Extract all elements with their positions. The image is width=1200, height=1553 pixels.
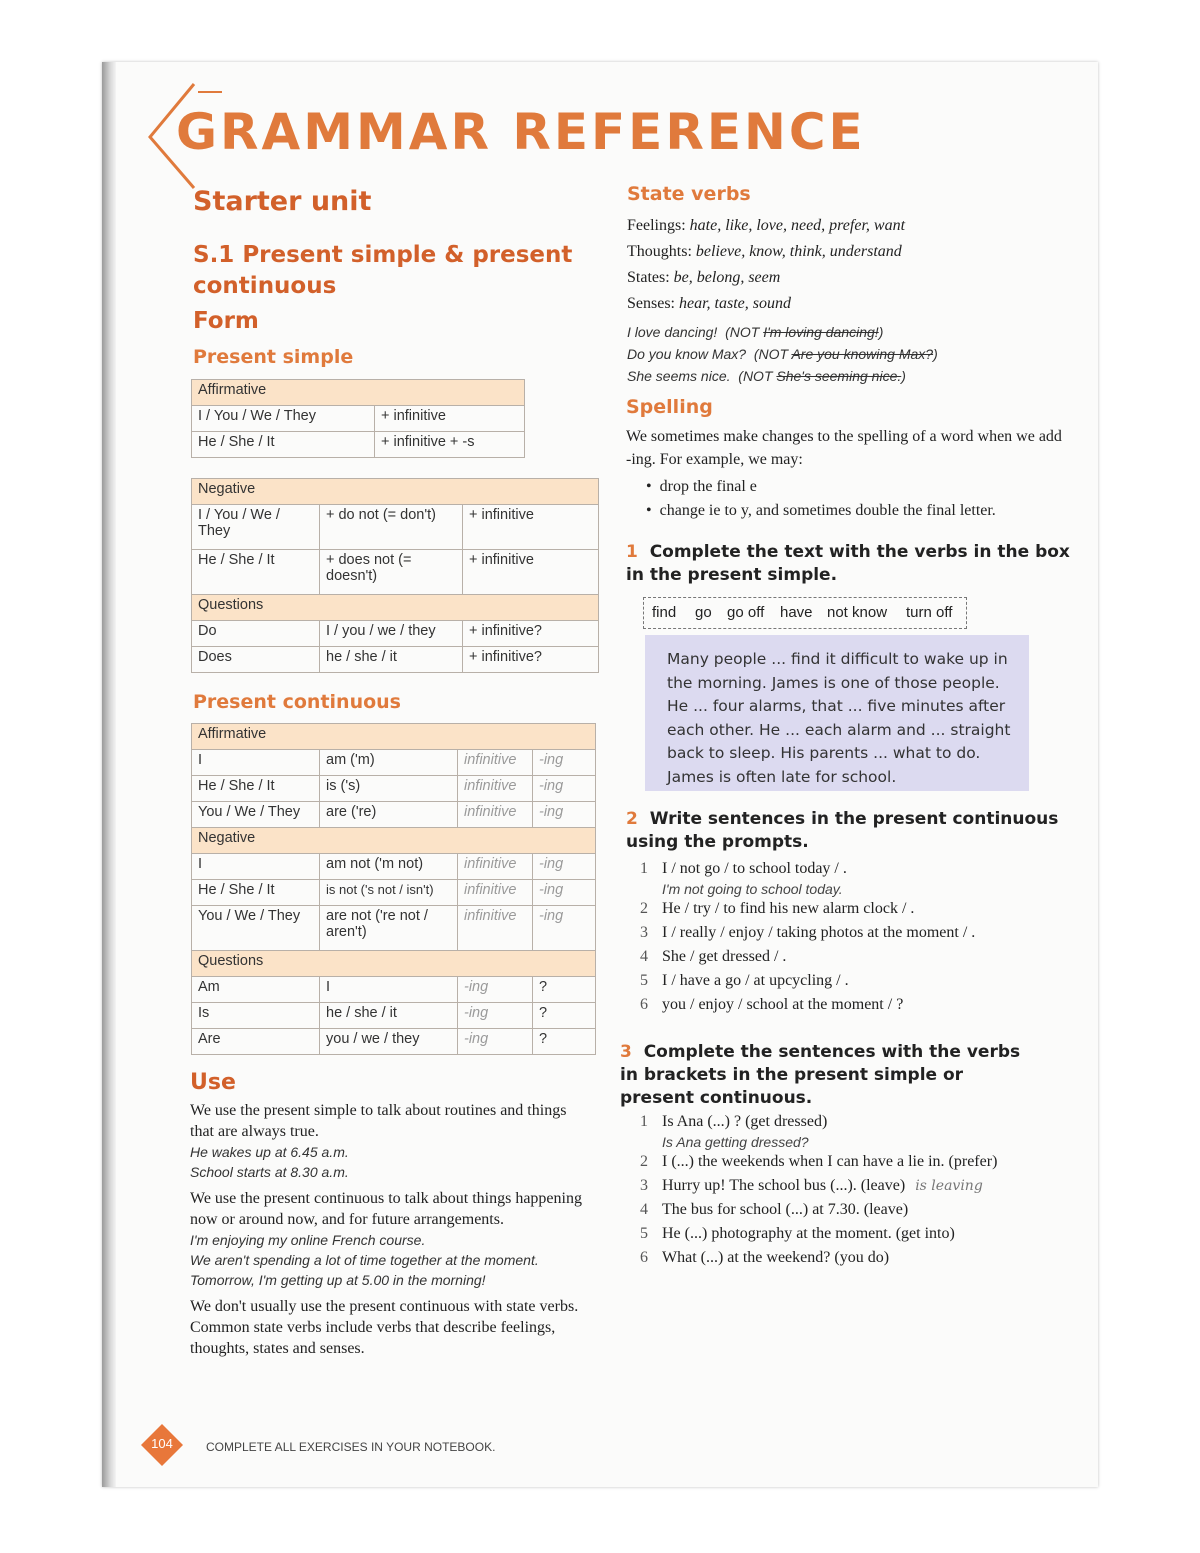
example-sentence xyxy=(627,365,938,387)
item-text: Is Ana (...) ? (get dressed) xyxy=(662,1113,828,1130)
table-row xyxy=(192,750,596,776)
list-item: • change ie to y, and sometimes double the final letter. xyxy=(646,502,996,519)
form-heading: Form xyxy=(193,308,259,334)
use-paragraph: We use the present simple to talk about routines and things that are always true. xyxy=(190,1102,567,1140)
table-cell: + does not (= doesn't) xyxy=(320,550,463,595)
example-close: ) xyxy=(878,324,884,340)
example-sentence: Tomorrow, I'm getting up at 5.00 in the morning! xyxy=(190,1272,486,1288)
item-number: 5 xyxy=(640,972,648,989)
table-cell: ? xyxy=(533,1029,596,1055)
table-cell: You / We / They xyxy=(192,802,320,828)
table-cell: I / You / We / They xyxy=(192,505,320,550)
item-number: 1 xyxy=(640,860,648,877)
example-sentence xyxy=(627,321,938,343)
section-heading: S.1 Present simple & present continuous xyxy=(193,242,573,299)
word-box-item: have xyxy=(780,604,813,621)
table-cell: -ing xyxy=(533,776,596,802)
exercise-instruction-text: Complete the text with the verbs in the box in the present simple. xyxy=(626,542,1070,585)
word-box-item: go xyxy=(695,604,712,621)
state-verb-examples xyxy=(627,321,938,387)
table-cell: ? xyxy=(533,1003,596,1029)
state-verb-line xyxy=(627,265,905,291)
example-not: (NOT xyxy=(738,368,777,384)
table-row xyxy=(192,1029,596,1055)
table-cell: -ing xyxy=(533,906,596,951)
item-number: 4 xyxy=(640,948,648,965)
table-cell: + infinitive xyxy=(463,550,599,595)
table-cell: Do xyxy=(192,621,320,647)
table-cell: -ing xyxy=(533,854,596,880)
table-cell: he / she / it xyxy=(320,647,463,673)
table-cell: He / She / It xyxy=(192,880,320,906)
table-row xyxy=(192,621,599,647)
table-header: Affirmative xyxy=(192,724,596,750)
table-cell: are not ('re not / aren't) xyxy=(320,906,458,951)
table-cell: infinitive xyxy=(458,854,533,880)
table-cell: You / We / They xyxy=(192,906,320,951)
table-header: Questions xyxy=(192,951,596,977)
item-number: 4 xyxy=(640,1201,648,1218)
table-header: Negative xyxy=(192,479,599,505)
state-verb-label: Thoughts: xyxy=(627,243,692,260)
item-text: I / not go / to school today / . xyxy=(662,860,847,877)
example-sentence: I'm enjoying my online French course. xyxy=(190,1232,426,1248)
pc-table xyxy=(191,723,596,1055)
exercise-instruction-text: Write sentences in the present continuous using the prompts. xyxy=(626,809,1059,852)
table-cell: is ('s) xyxy=(320,776,458,802)
list-item xyxy=(640,945,1060,969)
item-number: 5 xyxy=(640,1225,648,1242)
struck-example: She's seeming nice. xyxy=(776,368,902,384)
table-cell: + infinitive xyxy=(463,505,599,550)
table-cell: you / we / they xyxy=(320,1029,458,1055)
list-item xyxy=(640,1110,1070,1134)
example-text: I love dancing! xyxy=(627,324,718,340)
table-cell: -ing xyxy=(533,802,596,828)
example-sentence: He wakes up at 6.45 a.m. xyxy=(190,1144,349,1160)
state-verb-label: Senses: xyxy=(627,295,675,312)
example-close: ) xyxy=(901,368,906,384)
table-header: Negative xyxy=(192,828,596,854)
present-continuous-heading: Present continuous xyxy=(193,691,401,713)
item-number: 6 xyxy=(640,1249,648,1266)
item-text: I / have a go / at upcycling / . xyxy=(662,972,849,989)
table-row xyxy=(192,802,596,828)
example-sentence: School starts at 8.30 a.m. xyxy=(190,1164,349,1180)
footer-note: COMPLETE ALL EXERCISES IN YOUR NOTEBOOK. xyxy=(206,1440,496,1454)
word-box-item: not know xyxy=(827,604,888,621)
exercise-1-text: Many people ... find it difficult to wake up in the morning. James is one of those people. He ... four alarms, that ... five minutes after each other. He ... each alarm and ... straight back to sleep. His parents ... what to do. James is often late for school. xyxy=(667,650,1011,786)
table-header: Questions xyxy=(192,595,599,621)
table-cell: infinitive xyxy=(458,906,533,951)
ps-affirmative-table xyxy=(191,379,525,458)
state-verbs-heading: State verbs xyxy=(627,183,751,205)
table-cell: Is xyxy=(192,1003,320,1029)
bullet-text: drop the final e xyxy=(659,478,757,495)
table-row xyxy=(192,1003,596,1029)
word-box-item: go off xyxy=(727,604,765,621)
word-box-item: find xyxy=(652,604,677,621)
spelling-intro: We sometimes make changes to the spelling of a word when we add -ing. For example, we may: xyxy=(626,428,1062,468)
exercise-instruction-text: Complete the sentences with the verbs in brackets in the present simple or present continuous. xyxy=(620,1042,1021,1108)
table-cell: I xyxy=(192,750,320,776)
exercise-1-text-box xyxy=(645,635,1029,791)
unit-heading: Starter unit xyxy=(193,186,372,217)
table-row xyxy=(192,406,525,432)
item-number: 2 xyxy=(640,1153,648,1170)
spelling-heading: Spelling xyxy=(626,396,713,418)
table-cell: He / She / It xyxy=(192,550,320,595)
table-cell: I xyxy=(192,854,320,880)
page-number: 104 xyxy=(151,1436,173,1451)
exercise-2-list xyxy=(640,857,1060,1017)
exercise-number: 2 xyxy=(626,809,638,829)
table-cell: he / she / it xyxy=(320,1003,458,1029)
example-not: (NOT xyxy=(753,346,792,362)
example-sentence: We aren't spending a lot of time together at the moment. xyxy=(190,1252,539,1268)
use-block xyxy=(190,1100,590,1359)
item-number: 3 xyxy=(640,1177,648,1194)
exercise-3-list xyxy=(640,1110,1070,1270)
example-not: (NOT xyxy=(725,324,764,340)
use-paragraph: We use the present continuous to talk about things happening now or around now, and for future arrangements. xyxy=(190,1190,582,1228)
state-verb-label: States: xyxy=(627,269,670,286)
exercise-2-instruction xyxy=(626,808,1066,854)
state-verb-line xyxy=(627,291,905,317)
struck-example: I'm loving dancing! xyxy=(763,324,879,340)
exercise-number: 3 xyxy=(620,1042,632,1062)
state-verb-words: hear, taste, sound xyxy=(679,295,791,312)
table-cell: infinitive xyxy=(458,776,533,802)
use-paragraph: We don't usually use the present continuous with state verbs. Common state verbs include verbs that describe feelings, thoughts, states and senses. xyxy=(190,1298,579,1357)
item-text: He (...) photography at the moment. (get into) xyxy=(662,1225,955,1242)
item-number: 2 xyxy=(640,900,648,917)
present-simple-heading: Present simple xyxy=(193,346,354,368)
state-verbs-list xyxy=(627,213,905,317)
table-cell: Does xyxy=(192,647,320,673)
table-row xyxy=(192,550,599,595)
list-item xyxy=(640,969,1060,993)
item-text: What (...) at the weekend? (you do) xyxy=(662,1249,890,1266)
list-item xyxy=(640,1150,1070,1174)
item-number: 3 xyxy=(640,924,648,941)
table-row xyxy=(192,776,596,802)
table-cell: He / She / It xyxy=(192,432,375,458)
table-cell: -ing xyxy=(458,1003,533,1029)
item-text: He / try / to find his new alarm clock / . xyxy=(662,900,915,917)
example-sentence xyxy=(627,343,938,365)
state-verb-label: Feelings: xyxy=(627,217,686,234)
table-cell: + infinitive xyxy=(375,406,525,432)
table-cell: are ('re) xyxy=(320,802,458,828)
table-cell: Are xyxy=(192,1029,320,1055)
state-verb-words: hate, like, love, need, prefer, want xyxy=(689,217,906,234)
table-cell: -ing xyxy=(458,977,533,1003)
list-item xyxy=(640,897,1060,921)
table-cell: I xyxy=(320,977,458,1003)
list-item xyxy=(640,921,1060,945)
item-text: Hurry up! The school bus (...). (leave) xyxy=(662,1177,906,1194)
table-row xyxy=(192,647,599,673)
exercise-number: 1 xyxy=(626,542,638,562)
table-row xyxy=(192,505,599,550)
example-answer: Is Ana getting dressed? xyxy=(662,1134,809,1150)
spelling-bullets xyxy=(646,475,996,523)
exercise-1-instruction xyxy=(626,541,1071,587)
table-cell: + do not (= don't) xyxy=(320,505,463,550)
table-cell: infinitive xyxy=(458,802,533,828)
table-cell: + infinitive? xyxy=(463,647,599,673)
item-text: She / get dressed / . xyxy=(662,948,787,965)
state-verb-line xyxy=(627,239,905,265)
table-cell: ? xyxy=(533,977,596,1003)
example-text: She seems nice. xyxy=(627,368,731,384)
item-number: 6 xyxy=(640,996,648,1013)
table-row xyxy=(192,880,596,906)
table-cell: + infinitive? xyxy=(463,621,599,647)
table-cell: am ('m) xyxy=(320,750,458,776)
item-text: you / enjoy / school at the moment / ? xyxy=(662,996,904,1013)
state-verb-line xyxy=(627,213,905,239)
list-item xyxy=(640,1174,1070,1198)
table-row xyxy=(192,854,596,880)
table-cell: -ing xyxy=(533,880,596,906)
ps-negative-questions-table xyxy=(191,478,599,673)
table-cell: Am xyxy=(192,977,320,1003)
list-item xyxy=(640,1198,1070,1222)
item-number: 1 xyxy=(640,1113,648,1130)
table-header: Affirmative xyxy=(192,380,525,406)
table-cell: -ing xyxy=(533,750,596,776)
state-verb-words: be, belong, seem xyxy=(673,269,781,286)
table-cell: I / you / we / they xyxy=(320,621,463,647)
table-cell: -ing xyxy=(458,1029,533,1055)
table-cell: infinitive xyxy=(458,750,533,776)
list-item: • drop the final e xyxy=(646,478,757,495)
list-item xyxy=(640,1246,1070,1270)
table-cell: He / She / It xyxy=(192,776,320,802)
table-cell: is not ('s not / isn't) xyxy=(320,880,458,906)
list-item xyxy=(640,993,1060,1017)
table-row xyxy=(192,906,596,951)
example-close: ) xyxy=(933,346,938,362)
word-box-item: turn off xyxy=(906,604,953,621)
handwritten-answer: is leaving xyxy=(915,1178,983,1194)
struck-example: Are you knowing Max? xyxy=(791,346,934,362)
example-answer: I'm not going to school today. xyxy=(662,881,843,897)
list-item xyxy=(640,1222,1070,1246)
item-text: I (...) the weekends when I can have a lie in. (prefer) xyxy=(662,1153,998,1170)
word-box xyxy=(643,597,967,629)
table-cell: am not ('m not) xyxy=(320,854,458,880)
book-spine-shadow xyxy=(102,62,116,1487)
table-cell: I / You / We / They xyxy=(192,406,375,432)
table-row xyxy=(192,977,596,1003)
list-item xyxy=(640,857,1060,881)
example-text: Do you know Max? xyxy=(627,346,747,362)
table-cell: infinitive xyxy=(458,880,533,906)
state-verb-words: believe, know, think, understand xyxy=(695,243,902,260)
item-text: I / really / enjoy / taking photos at the moment / . xyxy=(662,924,976,941)
table-cell: + infinitive + -s xyxy=(375,432,525,458)
exercise-3-instruction xyxy=(620,1041,1040,1110)
page-title: GRAMMAR REFERENCE xyxy=(176,103,866,161)
table-row xyxy=(192,432,525,458)
bullet-text: change ie to y, and sometimes double the final letter. xyxy=(659,502,996,519)
use-heading: Use xyxy=(190,1070,236,1095)
item-text: The bus for school (...) at 7.30. (leave) xyxy=(662,1201,909,1218)
